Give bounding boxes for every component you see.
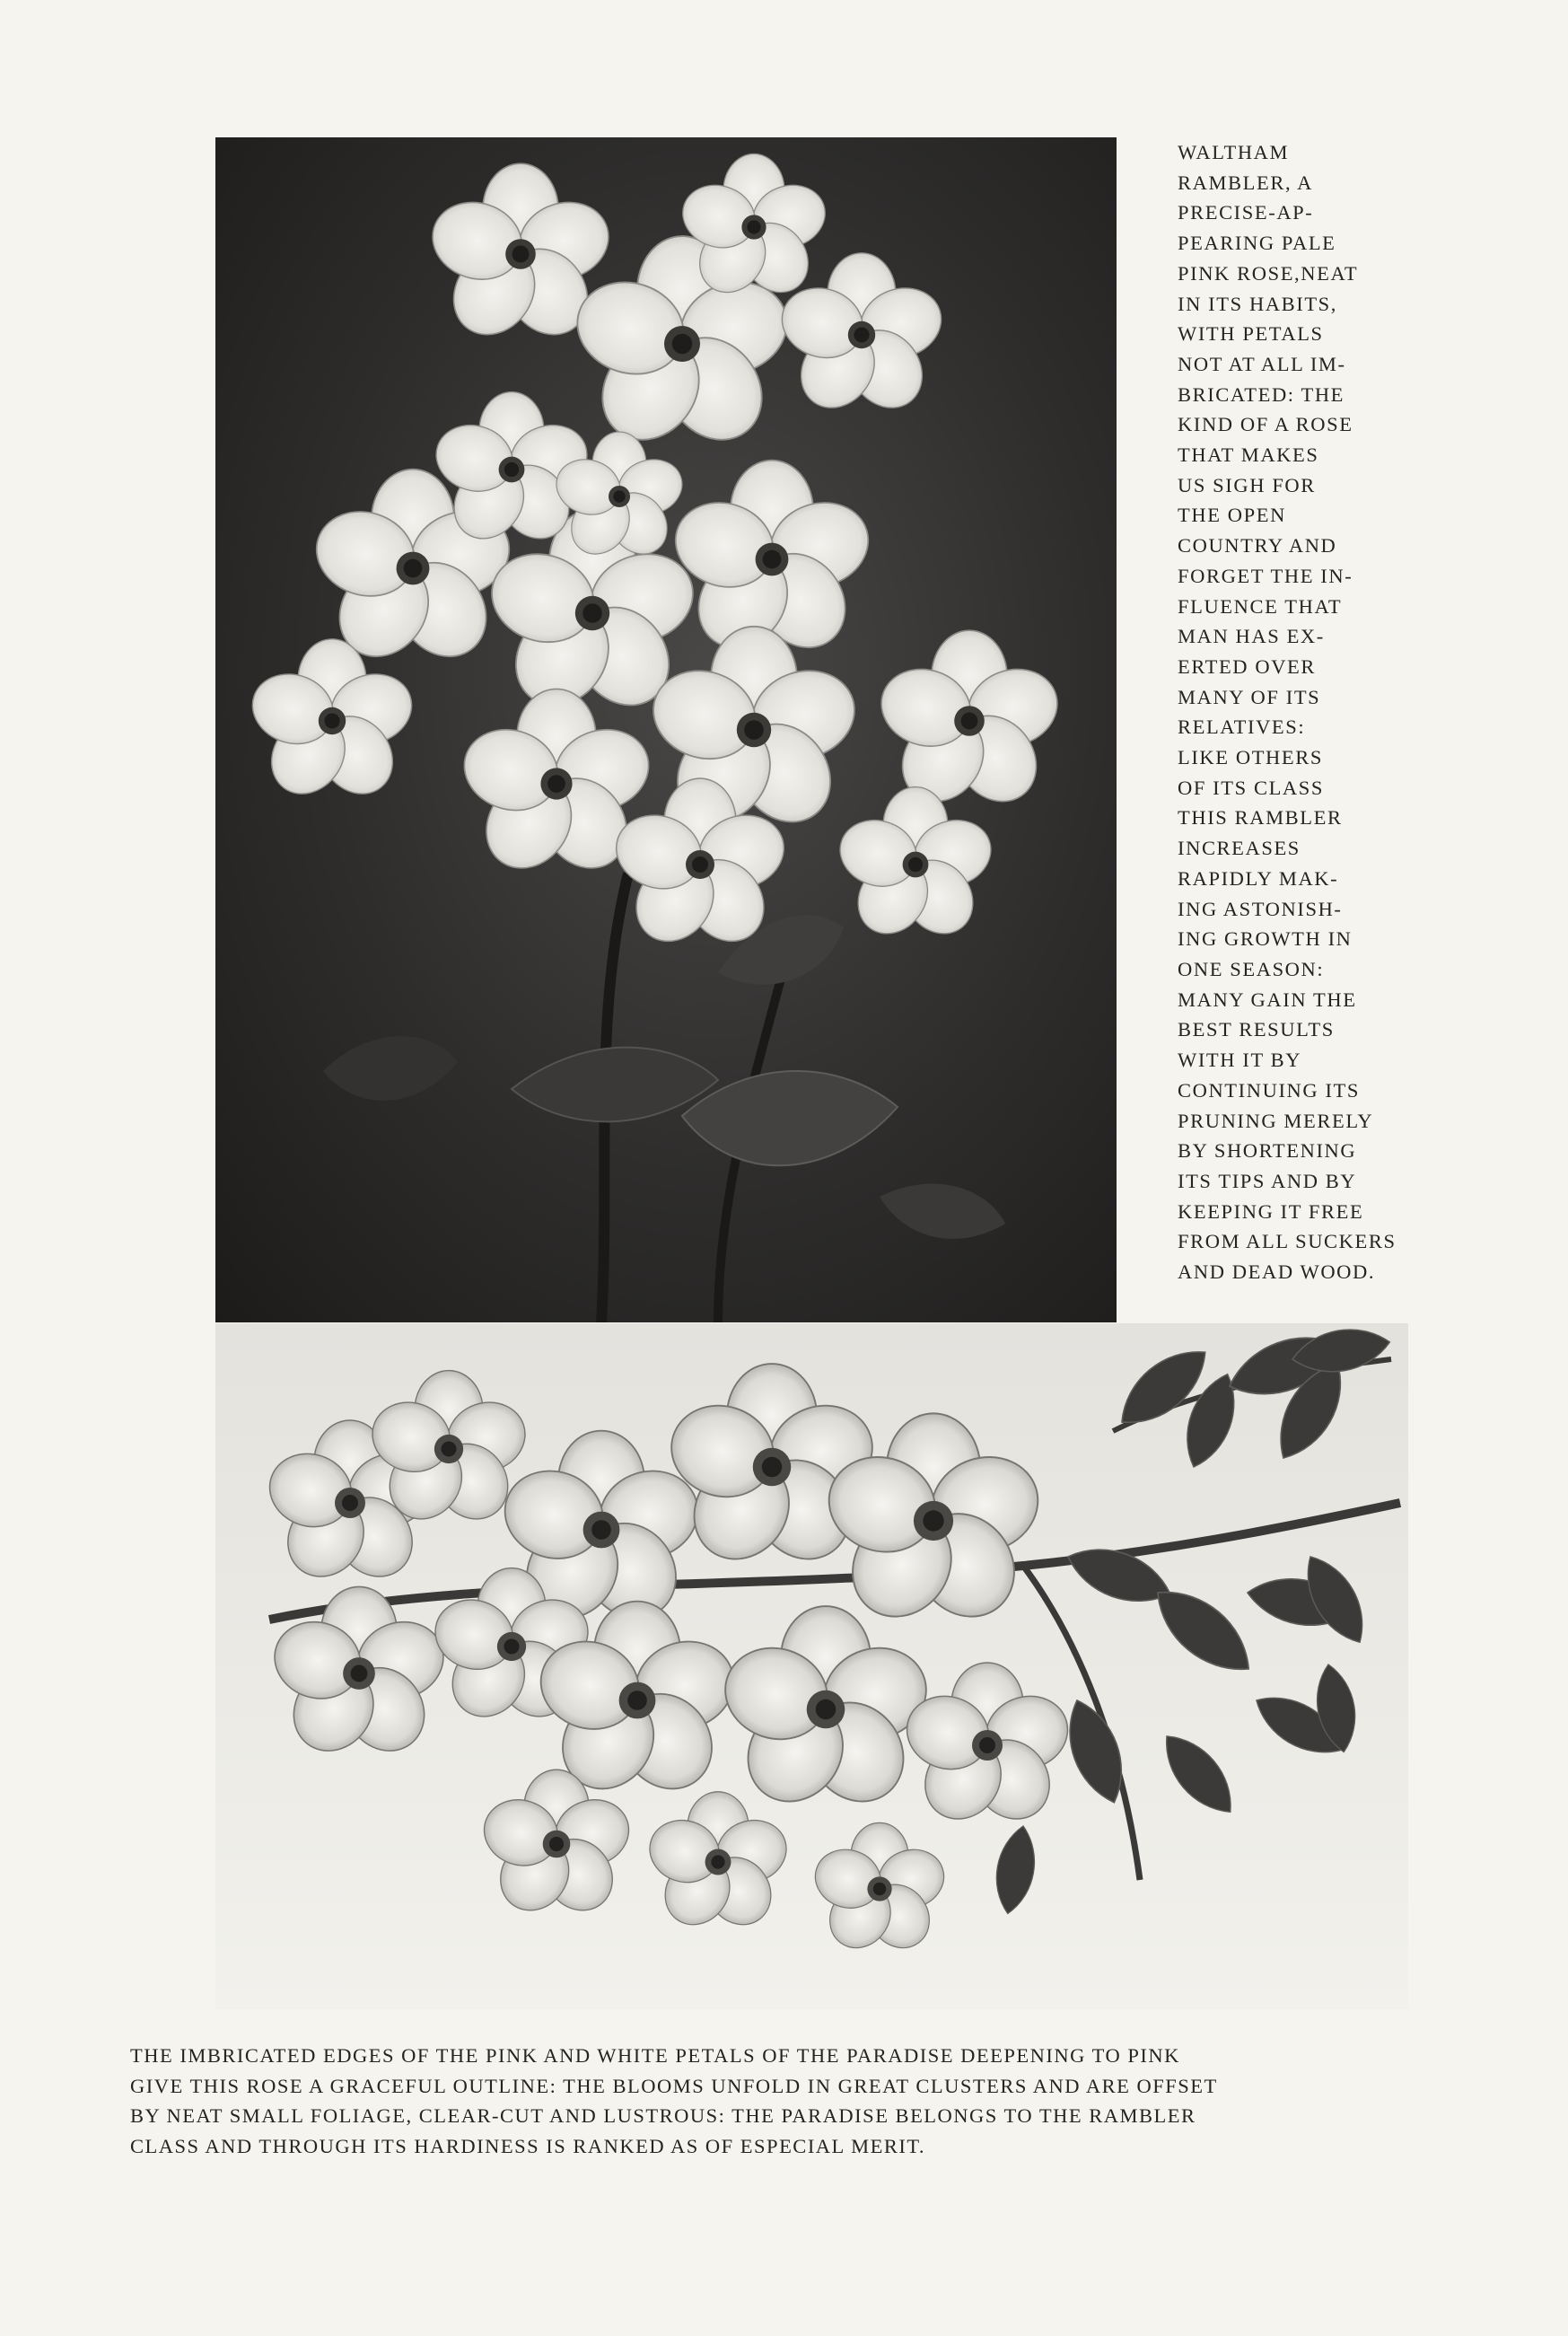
rose-cluster-illustration <box>215 137 1117 1322</box>
paradise-rose-caption: THE IMBRICATED EDGES OF THE PINK AND WHITE PETALS OF THE PARADISE DEEPENING TO PINK GIVE THIS ROSE A GRACEFUL OUTLINE: THE BLOOMS UNFOLD IN GREAT CLUSTERS AND ARE OFFSET BY NEAT SMALL FOLIAGE, CLEAR-CUT AND LUSTROUS: THE PARADISE BELONGS TO THE RAMBLER CLASS AND THROUGH ITS HARDINESS IS RANKED AS OF ESPECIAL MERIT. <box>130 2044 1218 2157</box>
waltham-rambler-photo <box>215 137 1117 1322</box>
rose-branch-illustration <box>215 1323 1408 2010</box>
waltham-rambler-caption: WALTHAM RAMBLER, A PRECISE-AP- PEARING PALE PINK ROSE,NEAT IN ITS HABITS, WITH PETALS NOT AT ALL IM- BRICATED: THE KIND OF A ROSE THAT MAKES US SIGH FOR THE OPEN COUNTRY AND FORGET THE IN- FLUENCE THAT MAN HAS EX- ERTED OVER MANY OF ITS RELATIVES: LIKE OTHERS OF ITS CLASS THIS RAMBLER INCREASES RAPIDLY MAK- ING ASTONISH- ING GROWTH IN ONE SEASON: MANY GAIN THE BEST RESULTS WITH IT BY CONTINUING ITS PRUNING MERELY BY SHORTENING ITS TIPS AND BY KEEPING IT FREE FROM ALL SUCKERS AND DEAD WOOD. <box>1178 141 1397 1284</box>
paradise-rose-photo <box>215 1323 1408 2010</box>
